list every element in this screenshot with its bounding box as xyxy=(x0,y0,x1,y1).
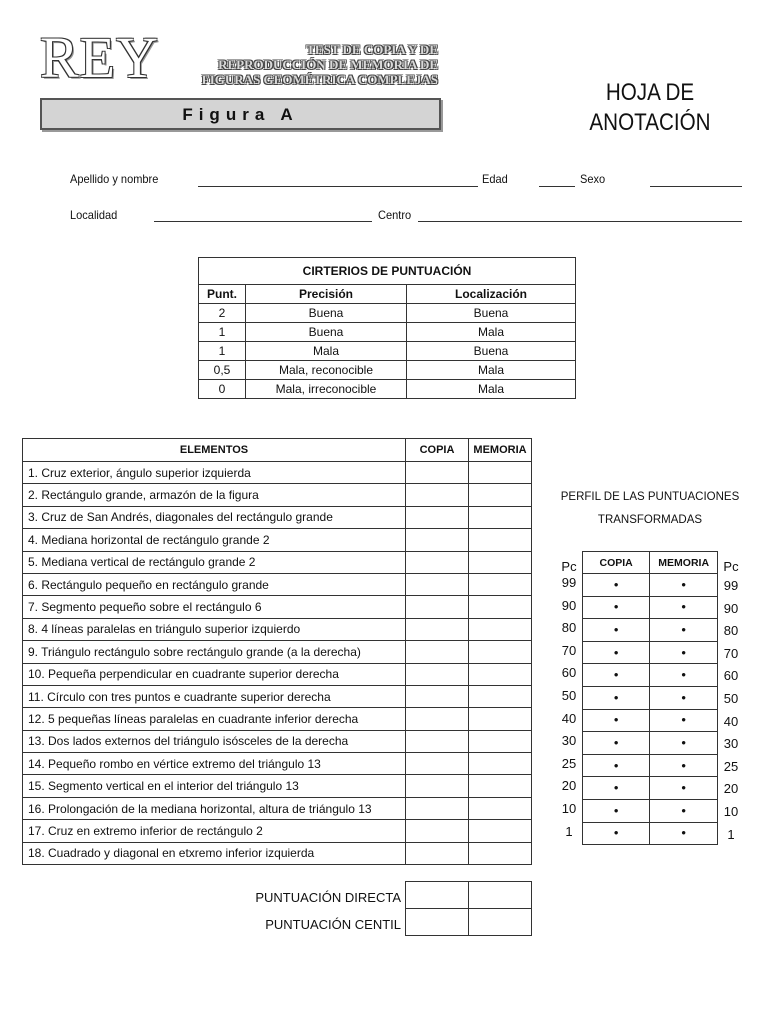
copy-score-cell[interactable] xyxy=(406,551,469,573)
profile-title-line-1: PERFIL DE LAS PUNTUACIONES xyxy=(560,491,740,503)
pc-level-right: 60 xyxy=(723,668,739,684)
pc-label-left: Pc xyxy=(561,559,577,574)
profile-copy-point[interactable]: • xyxy=(583,777,650,800)
profile-row xyxy=(583,754,718,777)
element-label: 7. Segmento pequeño sobre el rectángulo 6 xyxy=(23,596,406,618)
criteria-row xyxy=(199,342,576,361)
sex-label: Sexo xyxy=(580,172,606,186)
criteria-cell: Mala xyxy=(407,323,576,342)
centile-copy-cell[interactable] xyxy=(406,909,469,936)
copy-score-cell[interactable] xyxy=(406,573,469,595)
profile-memory-point[interactable]: • xyxy=(650,732,718,755)
element-label: 4. Mediana horizontal de rectángulo grande 2 xyxy=(23,529,406,551)
element-label: 14. Pequeño rombo en vértice extremo del triángulo 13 xyxy=(23,753,406,775)
pc-level-right: 1 xyxy=(727,826,735,842)
copy-score-cell[interactable] xyxy=(406,506,469,528)
test-title-line-2: REPRODUCCIÓN DE MEMORIA DE xyxy=(218,57,438,72)
memory-score-cell[interactable] xyxy=(469,685,532,707)
element-label: 3. Cruz de San Andrés, diagonales del rectángulo grande xyxy=(23,506,406,528)
criteria-cell: 0,5 xyxy=(199,361,246,380)
scoring-criteria-table xyxy=(198,257,576,399)
memory-score-cell[interactable] xyxy=(469,820,532,842)
criteria-cell: 2 xyxy=(199,304,246,323)
memory-score-cell[interactable] xyxy=(469,618,532,640)
element-label: 13. Dos lados externos del triángulo isósceles de la derecha xyxy=(23,730,406,752)
profile-copy-point[interactable]: • xyxy=(583,732,650,755)
element-label: 11. Círculo con tres puntos e cuadrante superior derecha xyxy=(23,685,406,707)
element-label: 10. Pequeña perpendicular en cuadrante superior derecha xyxy=(23,663,406,685)
element-row xyxy=(23,641,532,663)
copy-score-cell[interactable] xyxy=(406,529,469,551)
profile-copy-point[interactable]: • xyxy=(583,822,650,845)
age-label: Edad xyxy=(482,172,508,186)
element-label: 8. 4 líneas paralelas en triángulo superior izquierdo xyxy=(23,618,406,640)
criteria-cell: Mala, irreconocible xyxy=(246,380,407,399)
criteria-cell: Mala xyxy=(407,380,576,399)
element-label: 6. Rectángulo pequeño en rectángulo grande xyxy=(23,573,406,595)
memory-score-cell[interactable] xyxy=(469,775,532,797)
pc-level-left: 25 xyxy=(561,755,577,771)
element-label: 5. Mediana vertical de rectángulo grande 2 xyxy=(23,551,406,573)
criteria-header-precision: Precisión xyxy=(246,285,407,304)
profile-copy-header: COPIA xyxy=(583,552,650,574)
element-row xyxy=(23,685,532,707)
criteria-cell: Buena xyxy=(246,323,407,342)
center-field[interactable] xyxy=(418,221,742,222)
pc-level-left: 90 xyxy=(561,597,577,613)
profile-copy-point[interactable]: • xyxy=(583,799,650,822)
elements-header: ELEMENTOS xyxy=(23,439,406,462)
pc-level-left: 80 xyxy=(561,620,577,636)
criteria-cell: Buena xyxy=(246,304,407,323)
copy-score-cell[interactable] xyxy=(406,753,469,775)
direct-score-label: PUNTUACIÓN DIRECTA xyxy=(255,890,401,905)
pc-level-right: 99 xyxy=(723,578,739,593)
pc-level-right: 40 xyxy=(723,713,739,729)
pc-level-right: 20 xyxy=(723,781,739,797)
copy-score-cell[interactable] xyxy=(406,820,469,842)
element-label: 9. Triángulo rectángulo sobre rectángulo grande (a la derecha) xyxy=(23,641,406,663)
element-row xyxy=(23,663,532,685)
profile-row xyxy=(583,664,718,687)
pc-level-left: 50 xyxy=(561,688,577,703)
locality-label: Localidad xyxy=(70,208,118,222)
copy-score-cell[interactable] xyxy=(406,730,469,752)
profile-row xyxy=(583,822,718,845)
memory-header: MEMORIA xyxy=(469,439,532,462)
copy-score-cell[interactable] xyxy=(406,641,469,663)
element-label: 2. Rectángulo grande, armazón de la figura xyxy=(23,484,406,506)
criteria-cell: Buena xyxy=(407,342,576,361)
memory-score-cell[interactable] xyxy=(469,797,532,819)
figure-label: Figura A xyxy=(182,105,299,124)
criteria-cell: 1 xyxy=(199,342,246,361)
memory-score-cell[interactable] xyxy=(469,708,532,730)
element-row xyxy=(23,551,532,573)
element-label: 17. Cruz en extremo inferior de rectángulo 2 xyxy=(23,820,406,842)
element-row xyxy=(23,462,532,484)
copy-header: COPIA xyxy=(406,439,469,462)
criteria-cell: 1 xyxy=(199,323,246,342)
criteria-row xyxy=(199,304,576,323)
center-label: Centro xyxy=(378,208,412,222)
memory-score-cell[interactable] xyxy=(469,551,532,573)
copy-score-cell[interactable] xyxy=(406,663,469,685)
profile-memory-point[interactable]: • xyxy=(650,822,718,845)
pc-level-right: 30 xyxy=(723,736,739,752)
criteria-header-score: Punt. xyxy=(199,285,246,304)
rey-logo: REY xyxy=(40,30,159,86)
profile-copy-point[interactable]: • xyxy=(583,574,650,597)
criteria-cell: Mala, reconocible xyxy=(246,361,407,380)
element-row xyxy=(23,506,532,528)
name-label: Apellido y nombre xyxy=(70,172,159,186)
element-label: 1. Cruz exterior, ángulo superior izquierda xyxy=(23,462,406,484)
element-row xyxy=(23,573,532,595)
pc-level-right: 70 xyxy=(723,645,739,661)
name-field[interactable] xyxy=(198,186,478,187)
element-row xyxy=(23,820,532,842)
element-row xyxy=(23,842,532,864)
profile-grid xyxy=(582,551,718,845)
profile-copy-point[interactable]: • xyxy=(583,596,650,619)
pc-level-right: 80 xyxy=(723,623,739,639)
element-label: 15. Segmento vertical en el interior del triángulo 13 xyxy=(23,775,406,797)
criteria-header-location: Localización xyxy=(407,285,576,304)
pc-level-left: 30 xyxy=(561,733,577,749)
profile-copy-point[interactable]: • xyxy=(583,686,650,709)
profile-copy-point[interactable]: • xyxy=(583,619,650,642)
memory-score-cell[interactable] xyxy=(469,462,532,484)
profile-row xyxy=(583,709,718,732)
profile-memory-point[interactable]: • xyxy=(650,641,718,664)
pc-level-left: 99 xyxy=(561,575,577,590)
profile-memory-point[interactable]: • xyxy=(650,799,718,822)
memory-score-cell[interactable] xyxy=(469,641,532,663)
pc-level-right: 90 xyxy=(723,600,739,616)
memory-score-cell[interactable] xyxy=(469,596,532,618)
locality-field[interactable] xyxy=(154,221,372,222)
test-title-line-3: FIGURAS GEOMÉTRICA COMPLEJAS xyxy=(201,72,438,87)
profile-memory-point[interactable]: • xyxy=(650,619,718,642)
profile-row xyxy=(583,596,718,619)
copy-score-cell[interactable] xyxy=(406,484,469,506)
criteria-cell: Mala xyxy=(407,361,576,380)
profile-memory-point[interactable]: • xyxy=(650,686,718,709)
element-row xyxy=(23,484,532,506)
profile-row xyxy=(583,799,718,822)
figure-banner xyxy=(40,98,441,130)
profile-row xyxy=(583,777,718,800)
copy-score-cell[interactable] xyxy=(406,618,469,640)
element-row xyxy=(23,708,532,730)
direct-copy-cell[interactable] xyxy=(406,882,469,909)
profile-copy-point[interactable]: • xyxy=(583,664,650,687)
profile-memory-point[interactable]: • xyxy=(650,596,718,619)
element-row xyxy=(23,529,532,551)
direct-memory-cell[interactable] xyxy=(469,882,532,909)
profile-memory-header: MEMORIA xyxy=(650,552,718,574)
element-row xyxy=(23,730,532,752)
centile-score-label: PUNTUACIÓN CENTIL xyxy=(265,917,401,932)
profile-copy-point[interactable]: • xyxy=(583,709,650,732)
pc-level-left: 70 xyxy=(561,642,577,658)
element-row xyxy=(23,753,532,775)
profile-memory-point[interactable]: • xyxy=(650,777,718,800)
pc-label-right: Pc xyxy=(723,559,739,574)
copy-score-cell[interactable] xyxy=(406,842,469,864)
profile-title-line-2: TRANSFORMADAS xyxy=(597,514,703,526)
criteria-row xyxy=(199,361,576,380)
criteria-row xyxy=(199,380,576,399)
pc-level-right: 50 xyxy=(723,691,739,706)
pc-level-left: 60 xyxy=(561,665,577,681)
memory-score-cell[interactable] xyxy=(469,573,532,595)
profile-memory-point[interactable]: • xyxy=(650,709,718,732)
pc-level-left: 10 xyxy=(561,801,577,816)
pc-level-left: 20 xyxy=(561,778,577,794)
element-label: 16. Prolongación de la mediana horizontal, altura de triángulo 13 xyxy=(23,797,406,819)
criteria-cell: Buena xyxy=(407,304,576,323)
elements-table xyxy=(22,438,532,865)
memory-score-cell[interactable] xyxy=(469,842,532,864)
profile-memory-point[interactable]: • xyxy=(650,664,718,687)
element-row xyxy=(23,797,532,819)
pc-level-left: 1 xyxy=(565,823,573,839)
pc-level-right: 25 xyxy=(723,758,739,774)
criteria-cell: Mala xyxy=(246,342,407,361)
profile-row xyxy=(583,732,718,755)
criteria-title: CIRTERIOS DE PUNTUACIÓN xyxy=(199,258,576,285)
profile-row xyxy=(583,574,718,597)
memory-score-cell[interactable] xyxy=(469,484,532,506)
copy-score-cell[interactable] xyxy=(406,462,469,484)
profile-memory-point[interactable]: • xyxy=(650,574,718,597)
criteria-cell: 0 xyxy=(199,380,246,399)
profile-row xyxy=(583,641,718,664)
pc-level-right: 10 xyxy=(723,804,739,819)
copy-score-cell[interactable] xyxy=(406,685,469,707)
copy-score-cell[interactable] xyxy=(406,775,469,797)
memory-score-cell[interactable] xyxy=(469,753,532,775)
element-label: 12. 5 pequeñas líneas paralelas en cuadrante inferior derecha xyxy=(23,708,406,730)
profile-memory-point[interactable]: • xyxy=(650,754,718,777)
sex-field[interactable] xyxy=(650,186,742,187)
sheet-title-line-1: HOJA DE xyxy=(605,79,695,106)
profile-row xyxy=(583,686,718,709)
test-title-line-1: TEST DE COPIA Y DE xyxy=(306,42,438,57)
element-label: 18. Cuadrado y diagonal en etxremo inferior izquierda xyxy=(23,842,406,864)
memory-score-cell[interactable] xyxy=(469,663,532,685)
copy-score-cell[interactable] xyxy=(406,596,469,618)
memory-score-cell[interactable] xyxy=(469,506,532,528)
copy-score-cell[interactable] xyxy=(406,708,469,730)
age-field[interactable] xyxy=(539,186,575,187)
profile-copy-point[interactable]: • xyxy=(583,754,650,777)
element-row xyxy=(23,596,532,618)
element-row xyxy=(23,775,532,797)
memory-score-cell[interactable] xyxy=(469,529,532,551)
profile-copy-point[interactable]: • xyxy=(583,641,650,664)
centile-memory-cell[interactable] xyxy=(469,909,532,936)
profile-row xyxy=(583,619,718,642)
totals-table xyxy=(405,881,532,936)
sheet-title-line-2: ANOTACIÓN xyxy=(589,109,711,136)
pc-level-left: 40 xyxy=(561,710,577,726)
memory-score-cell[interactable] xyxy=(469,730,532,752)
element-row xyxy=(23,618,532,640)
criteria-row xyxy=(199,323,576,342)
copy-score-cell[interactable] xyxy=(406,797,469,819)
